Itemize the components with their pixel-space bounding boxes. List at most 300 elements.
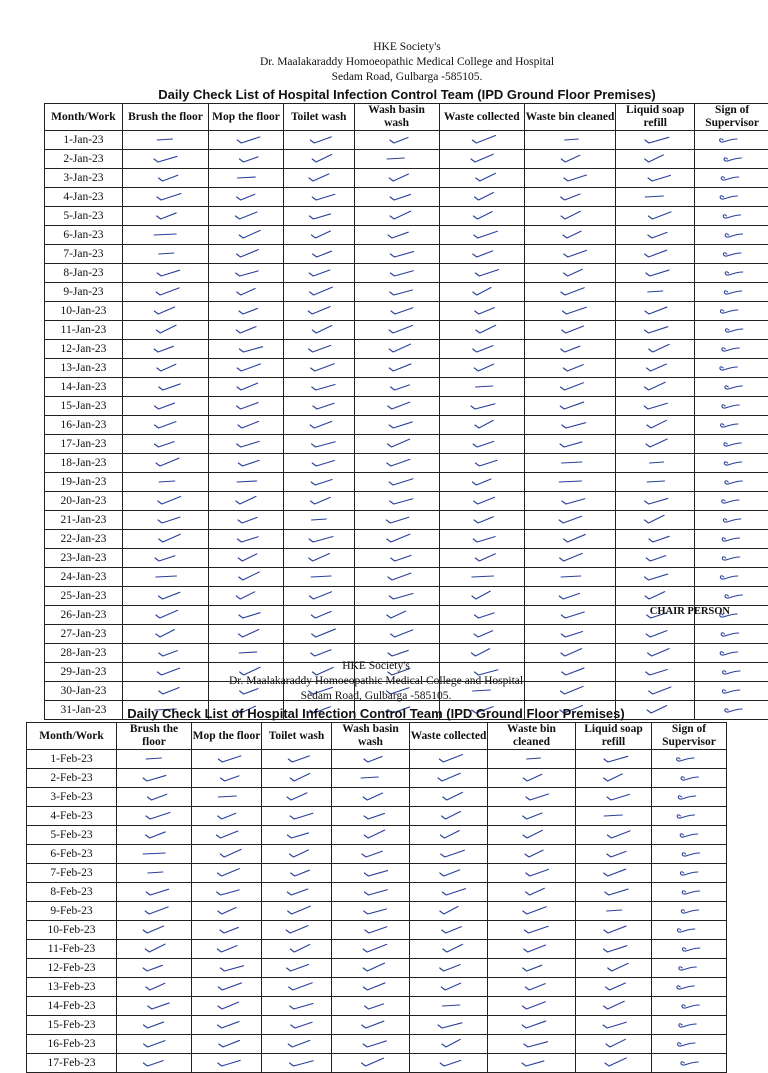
check-mark-icon xyxy=(553,267,587,277)
signature-icon xyxy=(715,324,749,334)
date-cell: 3-Feb-23 xyxy=(27,788,117,807)
table-row xyxy=(45,321,768,340)
handwritten-tick-mark xyxy=(117,883,192,902)
check-mark-icon xyxy=(137,810,171,820)
handwritten-tick-mark xyxy=(616,245,695,264)
handwritten-tick-mark xyxy=(283,530,354,549)
handwritten-tick-mark xyxy=(262,902,332,921)
handwritten-tick-mark xyxy=(262,788,332,807)
table-row xyxy=(27,959,727,978)
check-mark-icon xyxy=(302,438,336,448)
handwritten-tick-mark xyxy=(122,264,208,283)
check-mark-icon xyxy=(553,172,587,182)
check-mark-icon xyxy=(638,343,672,353)
check-mark-icon xyxy=(638,438,672,448)
supervisor-signature xyxy=(695,321,768,340)
handwritten-tick-mark xyxy=(192,864,262,883)
handwritten-tick-mark xyxy=(439,587,524,606)
check-mark-icon xyxy=(354,924,388,934)
handwritten-tick-mark xyxy=(354,245,439,264)
handwritten-tick-mark xyxy=(616,416,695,435)
check-mark-icon xyxy=(515,810,549,820)
check-mark-icon xyxy=(432,962,466,972)
handwritten-tick-mark xyxy=(410,902,488,921)
date-cell: 30-Jan-23 xyxy=(45,682,123,701)
check-mark-icon xyxy=(148,419,182,429)
check-mark-icon xyxy=(380,552,414,562)
handwritten-tick-mark xyxy=(209,207,284,226)
signature-icon xyxy=(715,172,749,182)
handwritten-tick-mark xyxy=(616,530,695,549)
check-mark-icon xyxy=(638,286,672,296)
check-mark-icon xyxy=(638,571,672,581)
check-mark-icon xyxy=(354,753,388,763)
handwritten-tick-mark xyxy=(122,340,208,359)
handwritten-tick-mark xyxy=(192,959,262,978)
handwritten-tick-mark xyxy=(524,397,615,416)
handwritten-tick-mark xyxy=(122,473,208,492)
check-mark-icon xyxy=(280,886,314,896)
signature-icon xyxy=(672,943,706,953)
handwritten-tick-mark xyxy=(616,568,695,587)
handwritten-tick-mark xyxy=(354,131,439,150)
check-mark-icon xyxy=(553,191,587,201)
handwritten-tick-mark xyxy=(410,845,488,864)
handwritten-tick-mark xyxy=(576,1016,652,1035)
check-mark-icon xyxy=(229,229,263,239)
check-mark-icon xyxy=(380,324,414,334)
handwritten-tick-mark xyxy=(283,378,354,397)
handwritten-tick-mark xyxy=(488,864,576,883)
column-header: Wash basin wash xyxy=(332,723,410,750)
table-row xyxy=(45,568,768,587)
check-mark-icon xyxy=(302,609,336,619)
date-cell: 1-Feb-23 xyxy=(27,750,117,769)
handwritten-tick-mark xyxy=(576,864,652,883)
signature-icon xyxy=(715,343,749,353)
handwritten-tick-mark xyxy=(410,921,488,940)
supervisor-signature xyxy=(695,283,768,302)
table-row xyxy=(45,511,768,530)
table-row xyxy=(45,188,768,207)
handwritten-tick-mark xyxy=(410,769,488,788)
check-mark-icon xyxy=(302,324,336,334)
handwritten-tick-mark xyxy=(616,511,695,530)
check-mark-icon xyxy=(597,924,631,934)
check-mark-icon xyxy=(210,981,244,991)
handwritten-tick-mark xyxy=(122,283,208,302)
date-cell: 12-Jan-23 xyxy=(45,340,123,359)
check-mark-icon xyxy=(380,476,414,486)
handwritten-tick-mark xyxy=(209,245,284,264)
check-mark-icon xyxy=(137,886,171,896)
handwritten-tick-mark xyxy=(209,150,284,169)
handwritten-tick-mark xyxy=(283,568,354,587)
check-mark-icon xyxy=(515,905,549,915)
handwritten-tick-mark xyxy=(576,940,652,959)
handwritten-tick-mark xyxy=(616,378,695,397)
check-mark-icon xyxy=(553,533,587,543)
check-mark-icon xyxy=(148,571,182,581)
checklist-title: Daily Check List of Hospital Infection Control Team (IPD Ground Floor Premises) xyxy=(44,87,768,102)
check-mark-icon xyxy=(229,172,263,182)
handwritten-tick-mark xyxy=(332,902,410,921)
check-mark-icon xyxy=(280,1000,314,1010)
check-mark-icon xyxy=(638,419,672,429)
handwritten-tick-mark xyxy=(117,788,192,807)
signature-icon xyxy=(715,286,749,296)
handwritten-tick-mark xyxy=(439,188,524,207)
handwritten-tick-mark xyxy=(262,978,332,997)
handwritten-tick-mark xyxy=(576,978,652,997)
check-mark-icon xyxy=(229,590,263,600)
table-row xyxy=(45,397,768,416)
handwritten-tick-mark xyxy=(283,321,354,340)
check-mark-icon xyxy=(465,457,499,467)
date-cell: 3-Jan-23 xyxy=(45,169,123,188)
check-mark-icon xyxy=(553,438,587,448)
handwritten-tick-mark xyxy=(122,625,208,644)
handwritten-tick-mark xyxy=(616,321,695,340)
checklist-sheet-january xyxy=(44,40,768,720)
handwritten-tick-mark xyxy=(616,150,695,169)
handwritten-tick-mark xyxy=(439,492,524,511)
column-header: Waste bin cleaned xyxy=(488,723,576,750)
handwritten-tick-mark xyxy=(354,283,439,302)
check-mark-icon xyxy=(210,1038,244,1048)
handwritten-tick-mark xyxy=(283,188,354,207)
check-mark-icon xyxy=(465,514,499,524)
handwritten-tick-mark xyxy=(354,454,439,473)
check-mark-icon xyxy=(380,571,414,581)
check-mark-icon xyxy=(210,848,244,858)
check-mark-icon xyxy=(553,305,587,315)
signature-icon xyxy=(715,514,749,524)
date-cell: 21-Jan-23 xyxy=(45,511,123,530)
check-mark-icon xyxy=(597,810,631,820)
handwritten-tick-mark xyxy=(524,473,615,492)
date-cell: 2-Feb-23 xyxy=(27,769,117,788)
handwritten-tick-mark xyxy=(332,1054,410,1073)
signature-icon xyxy=(672,905,706,915)
handwritten-tick-mark xyxy=(488,1016,576,1035)
signature-icon xyxy=(715,571,749,581)
check-mark-icon xyxy=(148,628,182,638)
checklist-title: Daily Check List of Hospital Infection Control Team (IPD Ground Floor Premises) xyxy=(26,706,726,721)
handwritten-tick-mark xyxy=(524,207,615,226)
date-cell: 4-Feb-23 xyxy=(27,807,117,826)
handwritten-tick-mark xyxy=(616,283,695,302)
handwritten-tick-mark xyxy=(576,807,652,826)
date-cell: 17-Feb-23 xyxy=(27,1054,117,1073)
date-cell: 9-Jan-23 xyxy=(45,283,123,302)
check-mark-icon xyxy=(432,772,466,782)
handwritten-tick-mark xyxy=(488,921,576,940)
table-body xyxy=(27,750,727,1073)
supervisor-signature xyxy=(695,302,768,321)
handwritten-tick-mark xyxy=(354,492,439,511)
signature-icon xyxy=(715,628,749,638)
handwritten-tick-mark xyxy=(616,473,695,492)
check-mark-icon xyxy=(302,248,336,258)
check-mark-icon xyxy=(229,248,263,258)
handwritten-tick-mark xyxy=(209,264,284,283)
check-mark-icon xyxy=(354,1038,388,1048)
handwritten-tick-mark xyxy=(122,416,208,435)
check-mark-icon xyxy=(380,457,414,467)
check-mark-icon xyxy=(210,829,244,839)
signature-icon xyxy=(672,1019,706,1029)
handwritten-tick-mark xyxy=(192,1054,262,1073)
check-mark-icon xyxy=(210,905,244,915)
handwritten-tick-mark xyxy=(524,454,615,473)
check-mark-icon xyxy=(148,229,182,239)
check-mark-icon xyxy=(638,248,672,258)
check-mark-icon xyxy=(137,753,171,763)
check-mark-icon xyxy=(638,400,672,410)
supervisor-signature xyxy=(695,587,768,606)
handwritten-tick-mark xyxy=(122,226,208,245)
table-row xyxy=(45,473,768,492)
check-mark-icon xyxy=(210,753,244,763)
handwritten-tick-mark xyxy=(439,321,524,340)
check-mark-icon xyxy=(302,191,336,201)
check-mark-icon xyxy=(380,191,414,201)
supervisor-signature xyxy=(695,226,768,245)
check-mark-icon xyxy=(148,400,182,410)
handwritten-tick-mark xyxy=(439,435,524,454)
check-mark-icon xyxy=(137,867,171,877)
date-cell: 8-Jan-23 xyxy=(45,264,123,283)
column-header: Sign of Supervisor xyxy=(695,104,768,131)
handwritten-tick-mark xyxy=(439,397,524,416)
handwritten-tick-mark xyxy=(122,150,208,169)
handwritten-tick-mark xyxy=(354,226,439,245)
check-mark-icon xyxy=(354,1057,388,1067)
college-address: Sedam Road, Gulbarga -585105. xyxy=(44,70,768,85)
handwritten-tick-mark xyxy=(410,826,488,845)
check-mark-icon xyxy=(229,647,263,657)
handwritten-tick-mark xyxy=(117,978,192,997)
signature-icon xyxy=(715,381,749,391)
date-cell: 5-Feb-23 xyxy=(27,826,117,845)
handwritten-tick-mark xyxy=(576,921,652,940)
check-mark-icon xyxy=(148,134,182,144)
handwritten-tick-mark xyxy=(524,283,615,302)
handwritten-tick-mark xyxy=(262,940,332,959)
handwritten-tick-mark xyxy=(209,378,284,397)
handwritten-tick-mark xyxy=(122,606,208,625)
column-header: Month/Work xyxy=(27,723,117,750)
handwritten-tick-mark xyxy=(117,864,192,883)
check-mark-icon xyxy=(302,362,336,372)
supervisor-signature xyxy=(652,807,727,826)
table-body xyxy=(45,131,768,720)
supervisor-signature xyxy=(652,864,727,883)
check-mark-icon xyxy=(229,134,263,144)
column-header: Month/Work xyxy=(45,104,123,131)
handwritten-tick-mark xyxy=(488,826,576,845)
check-mark-icon xyxy=(137,1000,171,1010)
check-mark-icon xyxy=(465,647,499,657)
check-mark-icon xyxy=(280,848,314,858)
handwritten-tick-mark xyxy=(209,226,284,245)
handwritten-tick-mark xyxy=(192,883,262,902)
check-mark-icon xyxy=(553,343,587,353)
check-mark-icon xyxy=(280,772,314,782)
handwritten-tick-mark xyxy=(262,1016,332,1035)
check-mark-icon xyxy=(302,400,336,410)
check-mark-icon xyxy=(597,962,631,972)
check-mark-icon xyxy=(465,343,499,353)
handwritten-tick-mark xyxy=(192,826,262,845)
date-cell: 12-Feb-23 xyxy=(27,959,117,978)
check-mark-icon xyxy=(515,829,549,839)
handwritten-tick-mark xyxy=(439,264,524,283)
check-mark-icon xyxy=(432,1000,466,1010)
check-mark-icon xyxy=(137,924,171,934)
check-mark-icon xyxy=(280,1019,314,1029)
signature-icon xyxy=(715,495,749,505)
handwritten-tick-mark xyxy=(209,283,284,302)
check-mark-icon xyxy=(432,753,466,763)
check-mark-icon xyxy=(380,305,414,315)
check-mark-icon xyxy=(515,772,549,782)
check-mark-icon xyxy=(148,324,182,334)
supervisor-signature xyxy=(695,530,768,549)
date-cell: 10-Jan-23 xyxy=(45,302,123,321)
handwritten-tick-mark xyxy=(354,416,439,435)
handwritten-tick-mark xyxy=(117,940,192,959)
check-mark-icon xyxy=(280,962,314,972)
supervisor-signature xyxy=(652,921,727,940)
check-mark-icon xyxy=(380,210,414,220)
handwritten-tick-mark xyxy=(410,788,488,807)
check-mark-icon xyxy=(432,867,466,877)
handwritten-tick-mark xyxy=(488,1035,576,1054)
handwritten-tick-mark xyxy=(283,264,354,283)
handwritten-tick-mark xyxy=(122,169,208,188)
handwritten-tick-mark xyxy=(488,902,576,921)
handwritten-tick-mark xyxy=(410,997,488,1016)
handwritten-tick-mark xyxy=(283,492,354,511)
check-mark-icon xyxy=(465,590,499,600)
handwritten-tick-mark xyxy=(332,788,410,807)
check-mark-icon xyxy=(229,381,263,391)
handwritten-tick-mark xyxy=(332,883,410,902)
handwritten-tick-mark xyxy=(576,750,652,769)
check-mark-icon xyxy=(380,153,414,163)
supervisor-signature xyxy=(695,150,768,169)
check-mark-icon xyxy=(148,495,182,505)
handwritten-tick-mark xyxy=(616,359,695,378)
check-mark-icon xyxy=(380,514,414,524)
check-mark-icon xyxy=(148,457,182,467)
handwritten-tick-mark xyxy=(616,264,695,283)
check-mark-icon xyxy=(638,381,672,391)
date-cell: 15-Jan-23 xyxy=(45,397,123,416)
check-mark-icon xyxy=(465,134,499,144)
check-mark-icon xyxy=(302,552,336,562)
check-mark-icon xyxy=(553,647,587,657)
supervisor-signature xyxy=(652,978,727,997)
date-cell: 9-Feb-23 xyxy=(27,902,117,921)
check-mark-icon xyxy=(148,476,182,486)
handwritten-tick-mark xyxy=(209,530,284,549)
handwritten-tick-mark xyxy=(122,321,208,340)
table-row xyxy=(27,864,727,883)
supervisor-signature xyxy=(695,340,768,359)
check-mark-icon xyxy=(380,590,414,600)
check-mark-icon xyxy=(302,571,336,581)
table-row xyxy=(45,150,768,169)
check-mark-icon xyxy=(638,533,672,543)
check-mark-icon xyxy=(229,609,263,619)
check-mark-icon xyxy=(465,628,499,638)
handwritten-tick-mark xyxy=(524,302,615,321)
handwritten-tick-mark xyxy=(283,131,354,150)
table-row xyxy=(45,207,768,226)
check-mark-icon xyxy=(515,943,549,953)
signature-icon xyxy=(715,647,749,657)
handwritten-tick-mark xyxy=(283,416,354,435)
column-header: Waste collected xyxy=(410,723,488,750)
handwritten-tick-mark xyxy=(209,397,284,416)
column-header: Waste bin cleaned xyxy=(524,104,615,131)
handwritten-tick-mark xyxy=(439,606,524,625)
check-mark-icon xyxy=(148,590,182,600)
handwritten-tick-mark xyxy=(524,587,615,606)
check-mark-icon xyxy=(354,943,388,953)
column-header: Liquid soap refill xyxy=(616,104,695,131)
handwritten-tick-mark xyxy=(332,769,410,788)
handwritten-tick-mark xyxy=(524,340,615,359)
date-cell: 24-Jan-23 xyxy=(45,568,123,587)
date-cell: 11-Jan-23 xyxy=(45,321,123,340)
handwritten-tick-mark xyxy=(410,978,488,997)
handwritten-tick-mark xyxy=(209,511,284,530)
date-cell: 31-Jan-23 xyxy=(45,701,123,720)
check-mark-icon xyxy=(638,134,672,144)
check-mark-icon xyxy=(597,981,631,991)
check-mark-icon xyxy=(638,153,672,163)
handwritten-tick-mark xyxy=(262,1035,332,1054)
handwritten-tick-mark xyxy=(524,416,615,435)
check-mark-icon xyxy=(229,267,263,277)
handwritten-tick-mark xyxy=(283,435,354,454)
date-cell: 14-Feb-23 xyxy=(27,997,117,1016)
check-mark-icon xyxy=(380,647,414,657)
signature-icon xyxy=(715,476,749,486)
check-mark-icon xyxy=(148,172,182,182)
handwritten-tick-mark xyxy=(524,321,615,340)
date-cell: 14-Jan-23 xyxy=(45,378,123,397)
date-cell: 13-Feb-23 xyxy=(27,978,117,997)
date-cell: 4-Jan-23 xyxy=(45,188,123,207)
supervisor-signature xyxy=(695,397,768,416)
handwritten-tick-mark xyxy=(488,883,576,902)
supervisor-signature xyxy=(695,625,768,644)
check-mark-icon xyxy=(302,533,336,543)
column-header: Brush the floor xyxy=(122,104,208,131)
check-mark-icon xyxy=(302,134,336,144)
check-mark-icon xyxy=(465,305,499,315)
handwritten-tick-mark xyxy=(117,750,192,769)
handwritten-tick-mark xyxy=(209,454,284,473)
check-mark-icon xyxy=(280,829,314,839)
handwritten-tick-mark xyxy=(262,769,332,788)
date-cell: 11-Feb-23 xyxy=(27,940,117,959)
